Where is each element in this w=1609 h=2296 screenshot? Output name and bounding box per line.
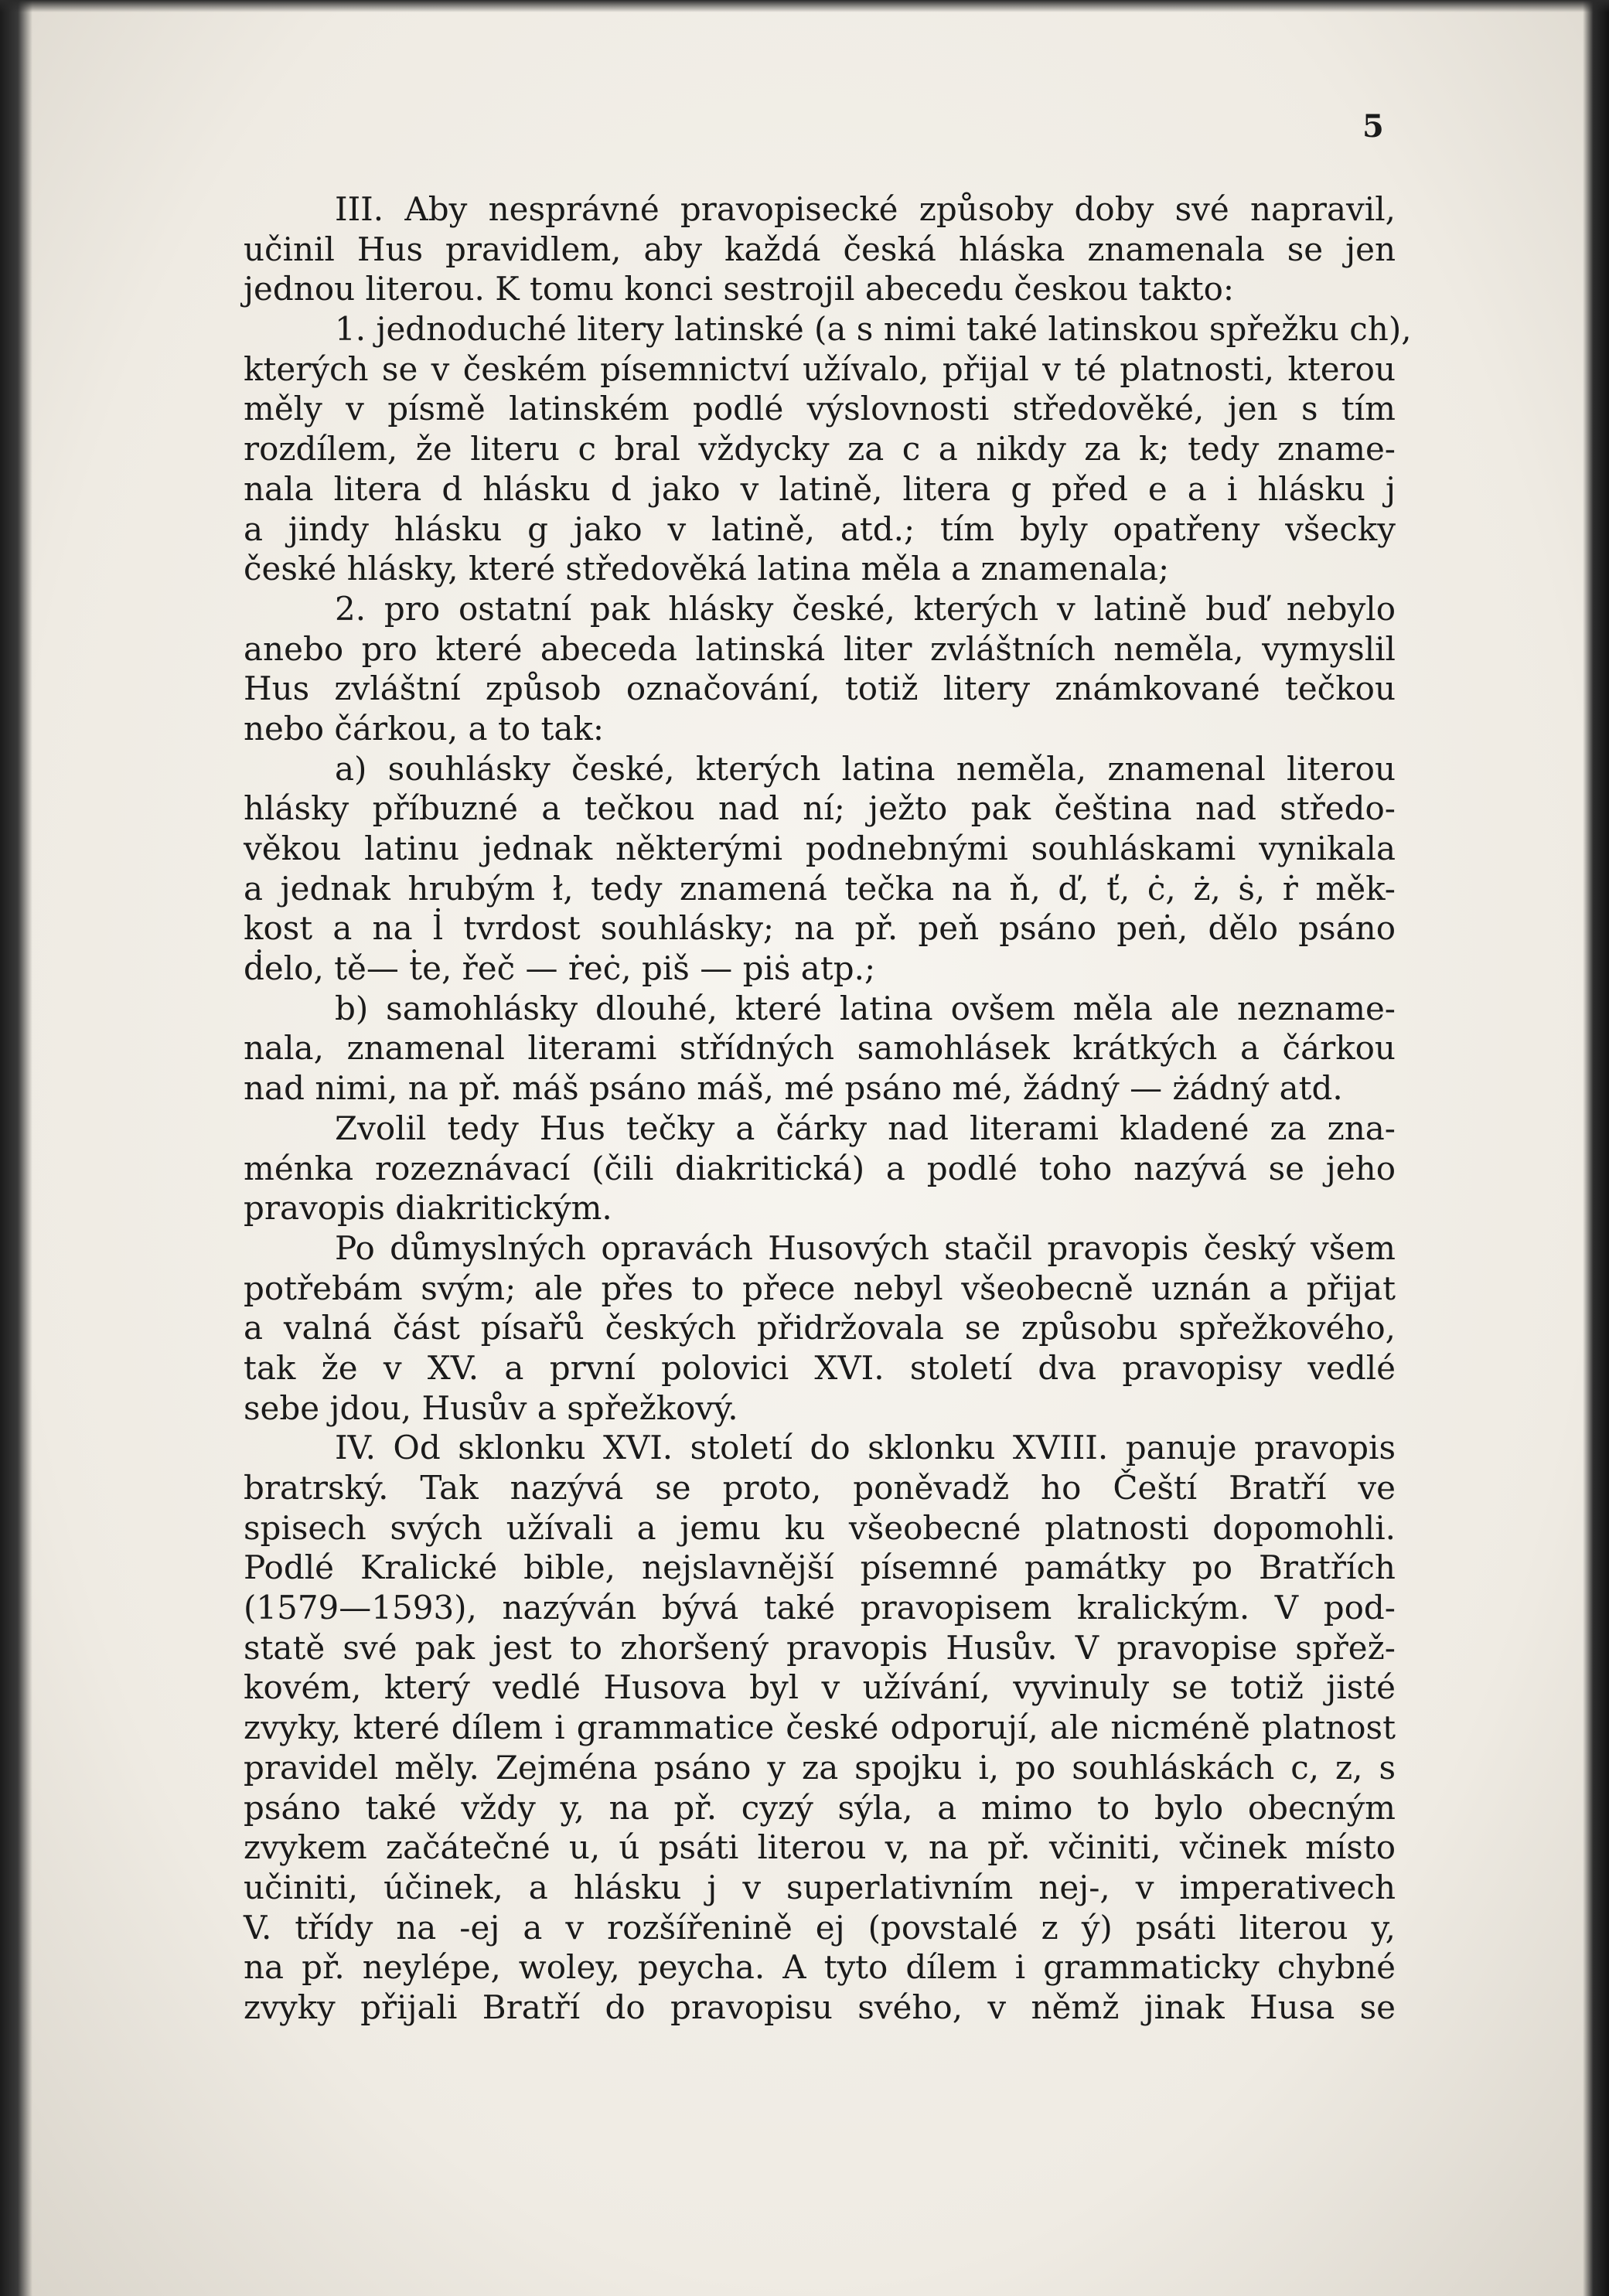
text-line: kterých se v českém písemnictví užívalo, přijal v té platnosti, kterou	[244, 349, 1396, 388]
text-line: potřebám svým; ale přes to přece nebyl všeobecně uznán a přijat	[244, 1269, 1396, 1307]
text-line: a) souhlásky české, kterých latina neměla, znamenal literou	[335, 749, 1396, 788]
page-number: 5	[1362, 108, 1384, 145]
page-edge-shadow	[1583, 0, 1609, 2296]
body-text	[244, 189, 1412, 2028]
page-top-shadow	[0, 0, 1609, 12]
text-line: ḋelo, tě— ṫe, řeč — ṙeċ, piš — piṡ atp.;	[244, 949, 876, 988]
text-line: a jednak hrubým ł, tedy znamená tečka na ň, ď, ť, ċ, ż, ṡ, ṙ měk-	[244, 869, 1396, 908]
text-line: učiniti, účinek, a hlásku j v superlativním nej-, v imperativech	[244, 1868, 1396, 1906]
text-line: nala litera d hlásku d jako v latině, litera g před e a i hlásku j	[244, 469, 1396, 508]
text-line: pravidel měly. Zejména psáno y za spojku i, po souhláskách c, z, s	[244, 1748, 1396, 1787]
text-line: Zvolil tedy Hus tečky a čárky nad literami kladené za zna-	[335, 1109, 1396, 1147]
text-line: (1579—1593), nazýván bývá také pravopisem kralickým. V pod-	[244, 1589, 1396, 1627]
text-line: zvykem začátečné u, ú psáti literou v, na př. včiniti, včinek místo	[244, 1828, 1396, 1867]
text-line: učinil Hus pravidlem, aby každá česká hláska znamenala se jen	[244, 230, 1396, 268]
text-line: 1. jednoduché litery latinské (a s nimi také latinskou spřežku ch),	[335, 310, 1412, 349]
text-line: české hlásky, které středověká latina měla a znamenala;	[244, 550, 1170, 588]
text-line: 2. pro ostatní pak hlásky české, kterých v latině buď nebylo	[335, 589, 1396, 628]
text-line: bratrský. Tak nazývá se proto, poněvadž ho Čeští Bratří ve	[244, 1469, 1396, 1507]
text-line: rozdílem, že literu c bral vždycky za c a nikdy za k; tedy zname-	[244, 430, 1396, 468]
text-line: V. třídy na -ej a v rozšířenině ej (povstalé z ý) psáti literou y,	[244, 1908, 1396, 1947]
text-line: měly v písmě latinském podlé výslovnosti středověké, jen s tím	[244, 390, 1396, 428]
page-binding-shadow	[0, 0, 32, 2296]
text-line: nebo čárkou, a to tak:	[244, 709, 604, 748]
text-line: sebe jdou, Husův a spřežkový.	[244, 1388, 738, 1427]
text-line: spisech svých užívali a jemu ku všeobecné platnosti dopomohli.	[244, 1508, 1396, 1547]
text-line: a valná část písařů českých přidržovala se způsobu spřežkového,	[244, 1309, 1396, 1347]
text-line: b) samohlásky dlouhé, které latina ovšem měla ale nezname-	[335, 989, 1396, 1027]
text-line: kost a na l̇ tvrdost souhlásky; na př. peň psáno peṅ, dělo psáno	[244, 909, 1396, 948]
text-line: věkou latinu jednak některými podnebnými souhláskami vynikala	[244, 829, 1396, 867]
text-line: psáno také vždy y, na př. cyzý sýla, a mimo to bylo obecným	[244, 1788, 1396, 1827]
text-line: nala, znamenal literami střídných samohlásek krátkých a čárkou	[244, 1029, 1396, 1068]
text-line: III. Aby nesprávné pravopisecké způsoby doby své napravil,	[335, 190, 1396, 228]
text-line: statě své pak jest to zhoršený pravopis Husův. V pravopise spřež-	[244, 1628, 1396, 1667]
text-line: zvyky, které dílem i grammatice české odporují, ale nicméně platnost	[244, 1708, 1396, 1747]
text-line: IV. Od sklonku XVI. století do sklonku XVIII. panuje pravopis	[335, 1429, 1396, 1467]
text-line: jednou literou. K tomu konci sestrojil abecedu českou takto:	[244, 270, 1235, 308]
text-line: a jindy hlásku g jako v latině, atd.; tím byly opatřeny všecky	[244, 509, 1396, 548]
text-line: tak že v XV. a první polovici XVI. století dva pravopisy vedlé	[244, 1348, 1396, 1387]
text-line: kovém, který vedlé Husova byl v užívání, vyvinuly se totiž jisté	[244, 1668, 1396, 1707]
text-line: ménka rozeznávací (čili diakritická) a podlé toho nazývá se jeho	[244, 1149, 1396, 1187]
text-line: anebo pro které abeceda latinská liter zvláštních neměla, vymyslil	[244, 629, 1396, 668]
text-line: zvyky přijali Bratří do pravopisu svého, v němž jinak Husa se	[244, 1988, 1396, 2026]
text-line: Hus zvláštní způsob označování, totiž litery známkované tečkou	[244, 669, 1396, 708]
text-line: hlásky příbuzné a tečkou nad ní; ježto pak čeština nad středo-	[244, 789, 1396, 828]
text-line: Po důmyslných opravách Husových stačil pravopis český všem	[335, 1228, 1396, 1267]
text-line: nad nimi, na př. máš psáno máš, mé psáno mé, žádný — żádný atd.	[244, 1069, 1343, 1108]
text-line: pravopis diakritickým.	[244, 1189, 612, 1228]
text-line: Podlé Kralické bible, nejslavnější písemné památky po Bratřích	[244, 1548, 1396, 1587]
text-line: na př. neylépe, woley, peycha. A tyto dílem i grammaticky chybné	[244, 1948, 1396, 1987]
